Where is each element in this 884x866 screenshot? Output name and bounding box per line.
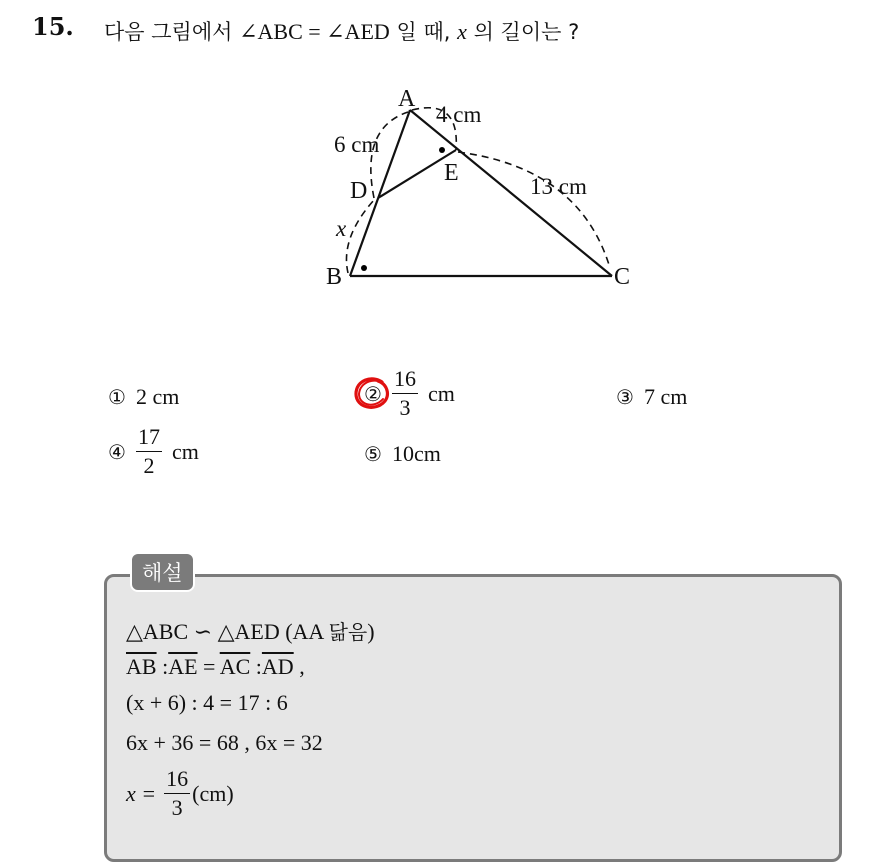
label-d: D — [350, 178, 368, 204]
choice-4-unit: cm — [171, 438, 199, 464]
choice-4-number: ④ — [108, 439, 126, 464]
question-variable: x — [457, 19, 467, 44]
choice-1[interactable] — [108, 384, 179, 410]
solution-line-3: (x + 6) : 4 = 17 : 6 — [126, 690, 288, 715]
question-number: 15. — [32, 12, 74, 41]
question-text-middle: 일 때, — [396, 20, 451, 44]
label-a: A — [398, 86, 416, 112]
solution-line-4: 6x + 36 = 68 , 6x = 32 — [126, 730, 323, 755]
question-condition: ∠ABC = ∠AED — [239, 19, 390, 44]
arc-db — [346, 200, 374, 273]
choice-5[interactable] — [364, 441, 441, 467]
solution-line-2: $\overline{AB}$ $:\overline{AE} = \overline{AC}$ $:\overline{AD}$ , — [126, 654, 305, 679]
choice-3[interactable] — [616, 384, 687, 410]
solution-tag: 해설 — [130, 552, 195, 592]
solution-answer-unit: (cm) — [192, 780, 234, 806]
choice-4[interactable] — [108, 426, 199, 477]
label-c: C — [614, 264, 631, 290]
choice-5-value: 10cm — [391, 441, 441, 466]
choice-4-denominator: 2 — [143, 453, 155, 478]
question-text — [104, 16, 579, 46]
solution-line-5 — [126, 768, 234, 819]
solution-answer-fraction — [164, 768, 190, 819]
choice-1-value: 2 cm — [135, 384, 180, 409]
choice-4-fraction — [136, 426, 162, 477]
choice-2-fraction — [392, 368, 418, 419]
triangle-figure — [300, 78, 660, 308]
angle-mark-b — [361, 265, 367, 271]
segment-ab: $\overline{AB}$ — [126, 654, 157, 679]
segment-ae: $\overline{AE}$ — [168, 654, 198, 679]
angle-mark-e — [439, 147, 445, 153]
length-ae: 4 cm — [436, 102, 482, 127]
choice-3-value: 7 cm — [643, 384, 688, 409]
question-text-before: 다음 그림에서 — [104, 20, 233, 44]
solution-similarity: △ABC ∽ △AED (AA — [126, 619, 324, 644]
choice-1-number: ① — [108, 385, 126, 409]
solution-answer-lhs: x = — [126, 780, 157, 806]
choice-2-number: ② — [364, 381, 382, 406]
length-ec: 13 cm — [530, 174, 587, 199]
label-b: B — [326, 264, 343, 290]
choice-2-numerator: 16 — [392, 368, 418, 394]
solution-similarity-end: ) — [367, 619, 375, 644]
label-e: E — [444, 160, 459, 186]
length-ad: 6 cm — [334, 132, 380, 157]
choice-2-denominator: 3 — [399, 395, 411, 420]
solution-line-1 — [126, 616, 375, 645]
choice-5-number: ⑤ — [364, 442, 382, 466]
question-text-after: 의 길이는 ? — [473, 20, 580, 44]
solution-similarity-kr: 닮음 — [328, 620, 368, 644]
choice-2-unit: cm — [427, 380, 455, 406]
segment-ad: $\overline{AD}$ — [261, 654, 294, 679]
segment-ac: $\overline{AC}$ — [219, 654, 251, 679]
solution-answer-denominator: 3 — [171, 795, 183, 820]
choice-2[interactable] — [364, 368, 455, 419]
length-db: x — [336, 216, 347, 241]
choice-4-numerator: 17 — [136, 426, 162, 452]
solution-answer-numerator: 16 — [164, 768, 190, 794]
choice-3-number: ③ — [616, 385, 634, 409]
